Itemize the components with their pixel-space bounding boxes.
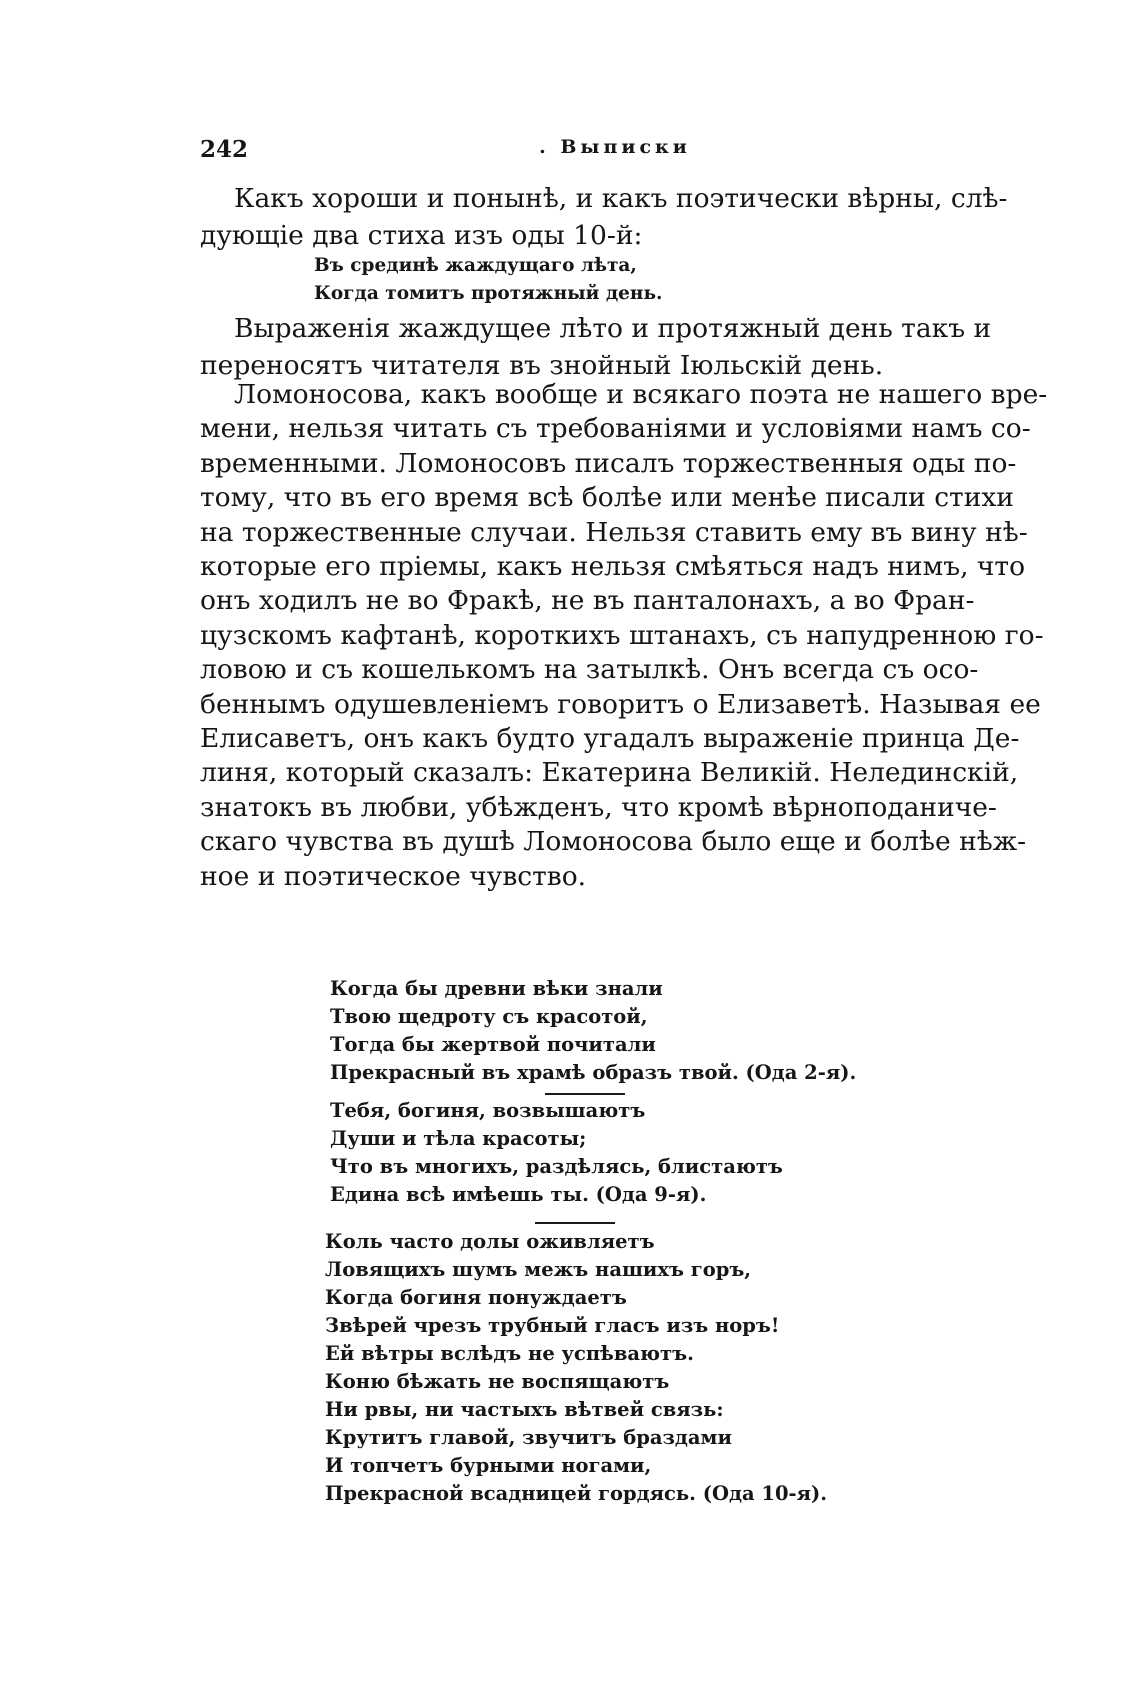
- text-line: цузскомъ кафтанѣ, короткихъ штанахъ, съ напудренною го-: [200, 619, 1044, 651]
- verse-line: Тогда бы жертвой почитали: [330, 1033, 656, 1056]
- paragraph-3: [200, 378, 1048, 894]
- text-line: беннымъ одушевленіемъ говоритъ о Елизаветѣ. Называя ее: [200, 688, 1041, 720]
- verse-ode-9: [330, 1097, 783, 1209]
- text-line: тому, что въ его время всѣ болѣе или менѣе писали стихи: [200, 482, 1014, 514]
- verse-line: Тебя, богиня, возвышаютъ: [330, 1099, 646, 1122]
- separator-rule: [545, 1093, 625, 1095]
- text-line: ловою и съ кошелькомъ на затылкѣ. Онъ всегда съ осо-: [200, 654, 979, 686]
- text-line: линя, который сказалъ: Екатерина Великій. Нелединскій,: [200, 757, 1019, 789]
- verse-line: Прекрасной всадницей гордясь. (Ода 10-я).: [325, 1482, 828, 1505]
- paragraph-2: [200, 310, 1020, 384]
- verse-line: Крутитъ главой, звучитъ браздами: [325, 1426, 732, 1449]
- verse-line: Что въ многихъ, раздѣлясь, блистаютъ: [330, 1155, 783, 1178]
- verse-line: Когда томитъ протяжный день.: [314, 283, 663, 304]
- page-number: 242: [200, 136, 249, 163]
- verse-line: Въ срединѣ жаждущаго лѣта,: [314, 255, 637, 276]
- text-line: Елисаветъ, онъ какъ будто угадалъ выраженіе принца Де-: [200, 723, 1020, 755]
- verse-line: Прекрасный въ храмѣ образъ твой. (Ода 2-я).: [330, 1061, 857, 1084]
- text-line: знатокъ въ любви, убѣжденъ, что кромѣ вѣрноподаниче-: [200, 791, 997, 823]
- text-line: переносятъ читателя въ знойный Іюльскій день.: [200, 350, 884, 381]
- text-line: онъ ходилъ не во Фракѣ, не въ панталонахъ, а во Фран-: [200, 585, 975, 617]
- text-line: Выраженія жаждущее лѣто и протяжный день такъ и: [234, 313, 992, 344]
- verse-line: Ей вѣтры вслѣдъ не успѣваютъ.: [325, 1342, 694, 1365]
- quote-1: [314, 252, 662, 308]
- running-title: . Выписки: [539, 136, 691, 158]
- verse-line: Едина всѣ имѣешь ты. (Ода 9-я).: [330, 1183, 707, 1206]
- text-line: временными. Ломоносовъ писалъ торжественныя оды по-: [200, 447, 1017, 479]
- verse-line: Коль часто долы оживляетъ: [325, 1230, 655, 1253]
- page-header: [200, 136, 1030, 166]
- verse-ode-10: [325, 1228, 827, 1508]
- text-line: мени, нельзя читать съ требованіями и условіями намъ со-: [200, 413, 1031, 445]
- verse-line: Твою щедроту съ красотой,: [330, 1005, 648, 1028]
- text-line: дующіе два стиха изъ оды 10-й:: [200, 220, 643, 251]
- verse-line: Звѣрей чрезъ трубный гласъ изъ норъ!: [325, 1314, 780, 1337]
- text-line: скаго чувства въ душѣ Ломоносова было еще и болѣе нѣж-: [200, 826, 1027, 858]
- verse-line: Ни рвы, ни частыхъ вѣтвей связь:: [325, 1398, 724, 1421]
- verse-line: Души и тѣла красоты;: [330, 1127, 587, 1150]
- paragraph-1: [200, 180, 1020, 254]
- verse-line: И топчетъ бурными ногами,: [325, 1454, 652, 1477]
- text-line: Ломоносова, какъ вообще и всякаго поэта не нашего вре-: [234, 379, 1048, 410]
- verse-line: Когда бы древни вѣки знали: [330, 977, 663, 1000]
- separator-rule: [535, 1222, 615, 1224]
- verse-ode-2: [330, 975, 856, 1087]
- text-line: ное и поэтическое чувство.: [200, 860, 587, 892]
- text-line: Какъ хороши и понынѣ, и какъ поэтически вѣрны, слѣ-: [234, 183, 1008, 214]
- verse-line: Когда богиня понуждаетъ: [325, 1286, 627, 1309]
- text-line: на торжественные случаи. Нельзя ставить ему въ вину нѣ-: [200, 516, 1028, 548]
- text-line: которые его пріемы, какъ нельзя смѣяться надъ нимъ, что: [200, 551, 1026, 583]
- verse-line: Ловящихъ шумъ межъ нашихъ горъ,: [325, 1258, 752, 1281]
- verse-line: Коню бѣжать не воспящаютъ: [325, 1370, 670, 1393]
